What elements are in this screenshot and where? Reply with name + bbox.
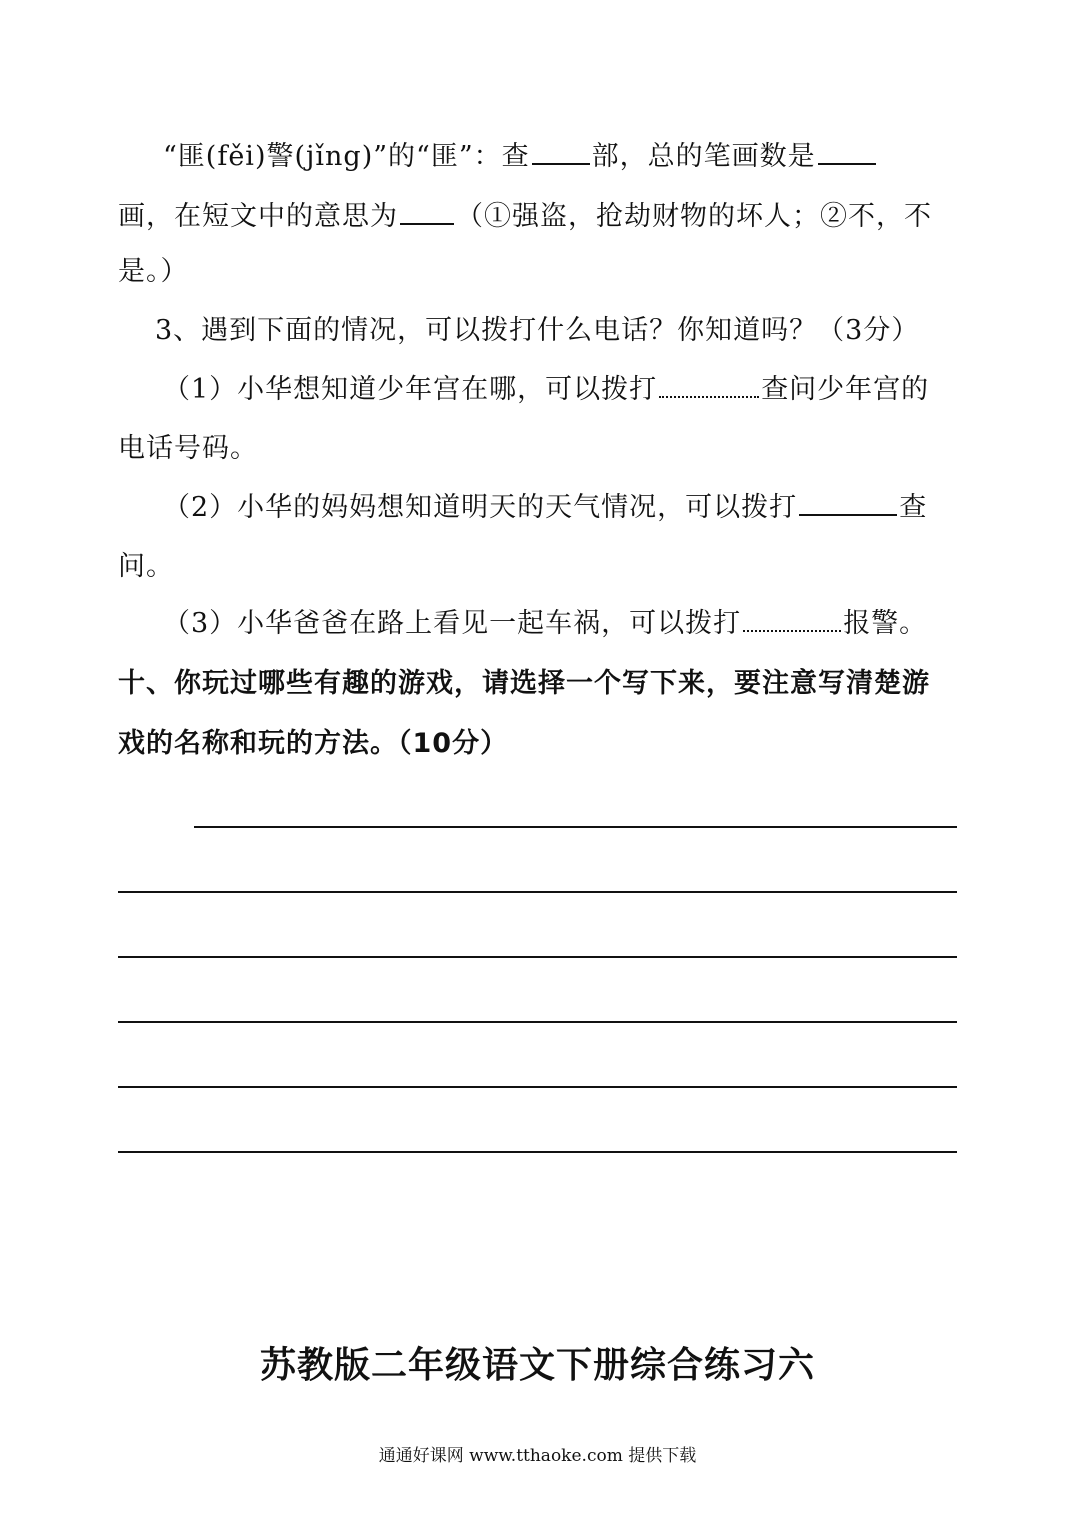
q2-line-1-text-b: 部，总的笔画数是 <box>591 141 816 172</box>
q3-item-3 <box>163 604 927 644</box>
q10-line-2: 戏的名称和玩的方法。（10分） <box>118 728 509 759</box>
answer-blank-phone-1[interactable] <box>659 372 759 398</box>
q2-line-3: 是。） <box>118 256 189 287</box>
writing-line-5[interactable] <box>118 1086 957 1088</box>
writing-line-6[interactable] <box>118 1151 957 1153</box>
q3-item-2-text-b: 查 <box>899 492 928 523</box>
footer-credit: 通通好课网 www.tthaoke.com 提供下载 <box>378 1446 697 1466</box>
writing-line-1[interactable] <box>194 826 957 828</box>
q10-line-1: 十、你玩过哪些有趣的游戏，请选择一个写下来，要注意写清楚游 <box>118 668 930 699</box>
worksheet-title: 苏教版二年级语文下册综合练习六 <box>259 1345 815 1386</box>
writing-line-3[interactable] <box>118 956 957 958</box>
q3-item-1-cont: 电话号码。 <box>118 433 258 464</box>
q3-item-2-text-a: （2）小华的妈妈想知道明天的天气情况，可以拨打 <box>163 492 798 523</box>
q3-heading: 3、遇到下面的情况，可以拨打什么电话？你知道吗？（3分） <box>155 315 920 346</box>
q3-item-2-cont: 问。 <box>118 551 174 582</box>
q3-item-1-text-a: （1）小华想知道少年宫在哪，可以拨打 <box>163 374 658 405</box>
q2-line-2-text-a: 画，在短文中的意思为 <box>118 201 398 232</box>
q2-line-1 <box>163 137 878 177</box>
answer-blank-phone-3[interactable] <box>743 606 841 632</box>
answer-blank-meaning[interactable] <box>400 199 454 225</box>
answer-blank-radical[interactable] <box>532 139 590 165</box>
q3-item-1 <box>163 370 929 410</box>
q2-line-2-text-b: （①强盗，抢劫财物的坏人；②不，不 <box>456 201 932 232</box>
q3-item-3-text-a: （3）小华爸爸在路上看见一起车祸，可以拨打 <box>163 608 742 639</box>
q3-item-3-text-b: 报警。 <box>843 608 928 639</box>
q2-line-1-text-a: “匪(fěi)警(jǐng)”的“匪”：查 <box>163 141 530 172</box>
writing-line-2[interactable] <box>118 891 957 893</box>
answer-blank-phone-2[interactable] <box>799 490 897 516</box>
q3-item-1-text-b: 查问少年宫的 <box>761 374 930 405</box>
writing-line-4[interactable] <box>118 1021 957 1023</box>
answer-blank-stroke-count[interactable] <box>818 139 876 165</box>
q2-line-2 <box>118 197 932 237</box>
q3-item-2 <box>163 488 927 528</box>
